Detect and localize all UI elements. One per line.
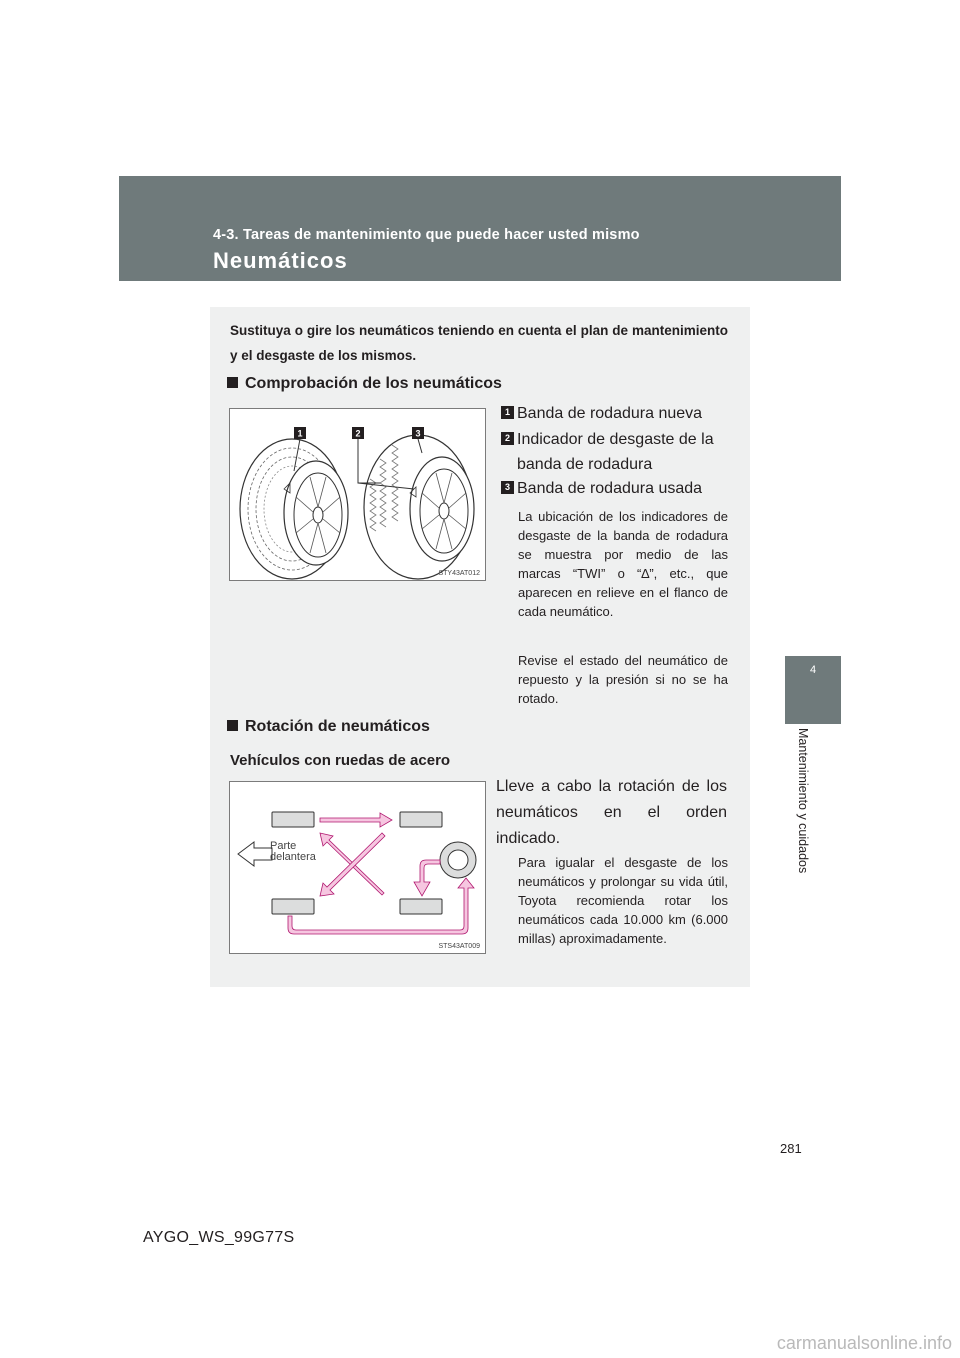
chapter-header — [119, 176, 841, 281]
callout-1: 1 — [297, 428, 303, 439]
twi-note: La ubicación de los indicadores de desgaste de la banda de rodadura se muestra por medio de las marcas “TWI” o “∆”, etc., que aparecen en relieve en el flanco de cada neumático. — [518, 509, 728, 619]
content-panel — [210, 307, 750, 987]
callout-2: 2 — [355, 428, 361, 439]
new-tire-icon — [240, 439, 348, 579]
rotation-note: Para igualar el desgaste de los neumáticos y prolongar su vida útil, Toyota recomienda rotar los neumáticos cada 10.000 km (6.000 millas) aproximadamente. — [518, 855, 728, 946]
rotation-figure — [229, 781, 486, 954]
check-heading: Comprobación de los neumáticos — [227, 375, 502, 393]
rotation-diagram — [230, 782, 485, 953]
chapter-number: 4 — [809, 664, 817, 676]
figure-code: STS43AT009 — [438, 943, 480, 950]
page-title: Neumáticos — [213, 248, 348, 273]
badge-2: 2 — [501, 432, 514, 445]
front-arrow-icon — [238, 842, 272, 866]
chapter-label: Mantenimiento y cuidados — [796, 728, 810, 874]
watermark: carmanualsonline.info — [776, 1333, 952, 1353]
front-label: Parte delantera — [270, 840, 316, 863]
rotation-text: Lleve a cabo la rotación de los neumáticos en el orden indicado. — [496, 778, 727, 847]
square-bullet-icon — [227, 720, 238, 731]
callout-item-3: 3 Banda de rodadura usada — [501, 476, 731, 501]
worn-tire-icon — [364, 435, 474, 579]
tire-tread-illustration — [230, 409, 485, 580]
spare-tire-note: Revise el estado del neumático de repuesto y la presión si no se ha rotado. — [518, 653, 728, 706]
intro-text: Sustituya o gire los neumáticos teniendo en cuenta el plan de mantenimiento y el desgaste de los mismos. — [230, 323, 728, 363]
page-number: 281 — [780, 1141, 802, 1156]
callout-3: 3 — [415, 428, 421, 439]
callout-item-2: 2 Indicador de desgaste de la banda de rodadura — [501, 427, 731, 477]
badge-1: 1 — [501, 406, 514, 419]
square-bullet-icon — [227, 377, 238, 388]
callout-item-1: 1 Banda de rodadura nueva — [501, 401, 731, 426]
rotation-heading: Rotación de neumáticos — [227, 718, 430, 736]
spare-tire-icon — [440, 842, 476, 878]
section-title: 4-3. Tareas de mantenimiento que puede hacer usted mismo — [213, 227, 640, 243]
badge-3: 3 — [501, 481, 514, 494]
chapter-tab[interactable] — [785, 656, 841, 724]
tire-tread-figure — [229, 408, 486, 581]
document-code: AYGO_WS_99G77S — [143, 1229, 295, 1246]
figure-code: STY43AT012 — [438, 570, 480, 577]
rotation-subheading: Vehículos con ruedas de acero — [230, 752, 451, 769]
